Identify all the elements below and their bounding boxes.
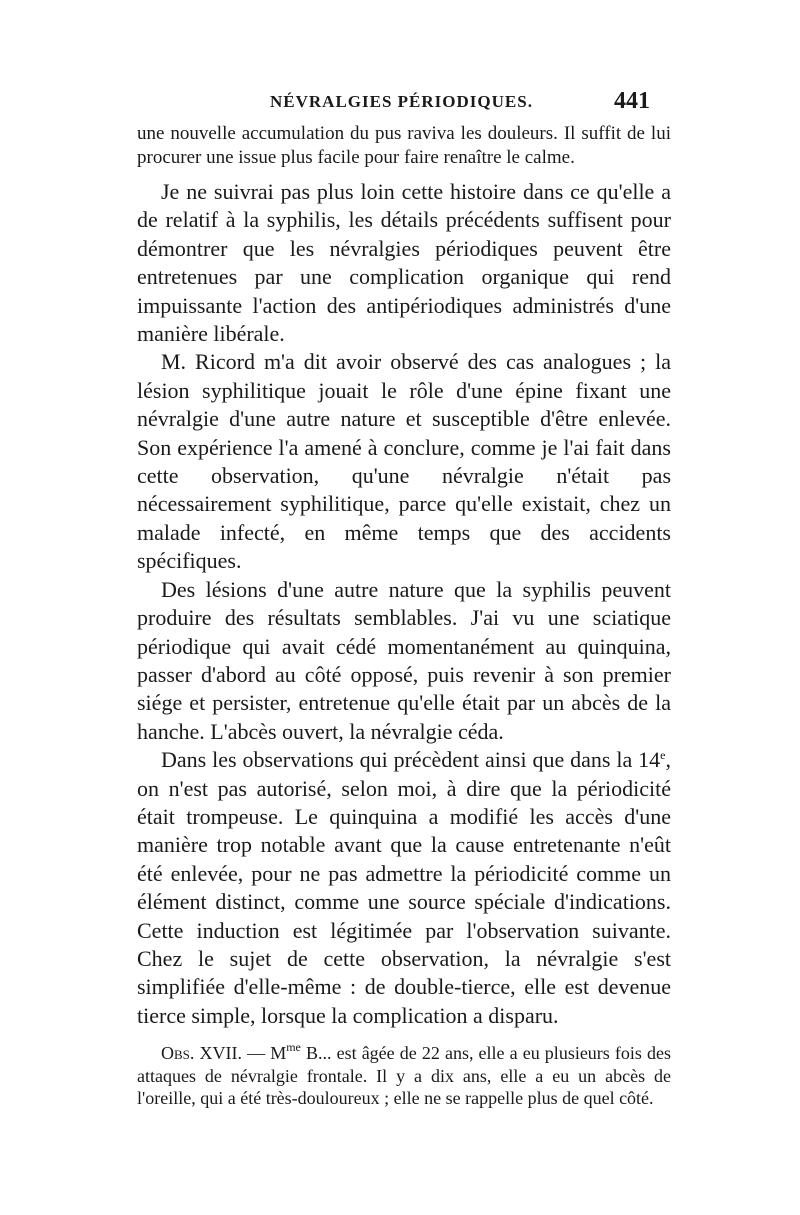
body-text — [137, 122, 671, 1110]
page-number: 441 — [614, 88, 650, 114]
observation-paragraph — [137, 1042, 671, 1110]
paragraph-syphilis: Je ne suivrai pas plus loin cette histoire dans ce qu'elle a de relatif à la syphilis, les détails précédents suffisent pour démontrer que les névralgies périodiques peuvent être entretenues par une complication organique qui rend impuissante l'action des antipériodiques administrés d'une manière libérale. — [137, 179, 671, 347]
ordinal-superscript: e — [660, 748, 666, 763]
paragraph-ricord: M. Ricord m'a dit avoir observé des cas analogues ; la lésion syphilitique jouait le rôle d'une épine fixant une névralgie d'une autre nature et susceptible d'être enlevée. Son expérience l'a amené à conclure, comme je l'ai fait dans cette observation, qu'une névralgie n'était pas nécessairement syphilitique, parce qu'elle existait, chez un malade infecté, en même temps que des accidents spécifiques. — [137, 349, 671, 574]
paragraph-lesions: Des lésions d'une autre nature que la syphilis peuvent produire des résultats semblables. J'ai vu une sciatique périodique qui avait cédé momentanément au quinquina, passer d'abord au côté opposé, puis revenir à son premier siége et persister, entretenue qu'elle était par un abcès de la hanche. L'abcès ouvert, la névralgie céda. — [137, 576, 671, 744]
title-superscript: me — [286, 1040, 301, 1055]
paragraph-periodicity — [137, 746, 671, 1030]
running-title: NÉVRALGIES PÉRIODIQUES. — [270, 92, 533, 111]
paragraph-periodicity-rest: , on n'est pas autorisé, selon moi, à dire que la périodicité était trompeuse. Le quinquina a modifié les accès d'une manière trop notable avant que la cause entretenante n'eût été enlevée, pour ne pas admettre la périodicité comme un élément distinct, comme une source spéciale d'indications. Cette induction est légitimée par l'observation suivante. Chez le sujet de cette observation, la névralgie s'est simplifiée d'elle-même : de double-tierce, elle est devenue tierce simple, lorsque la complication a disparu. — [137, 747, 671, 1028]
paragraph-periodicity-start: Dans les observations qui précèdent ainsi que dans la 14 — [161, 747, 661, 773]
observation-dash: — M — [242, 1043, 287, 1064]
observation-text: B... est âgée de 22 ans, elle a eu plusieurs fois des attaques de névralgie frontale. Il y a dix ans, elle a eu un abcès de l'oreille, qui a été très-douloureux ; elle ne se rappelle plus de quel côté. — [137, 1043, 672, 1109]
observation-label: Obs. XVII. — [161, 1043, 242, 1064]
continued-paragraph: une nouvelle accumulation du pus raviva les douleurs. Il suffit de lui procurer une issue plus facile pour faire renaître le calme. — [137, 123, 671, 168]
